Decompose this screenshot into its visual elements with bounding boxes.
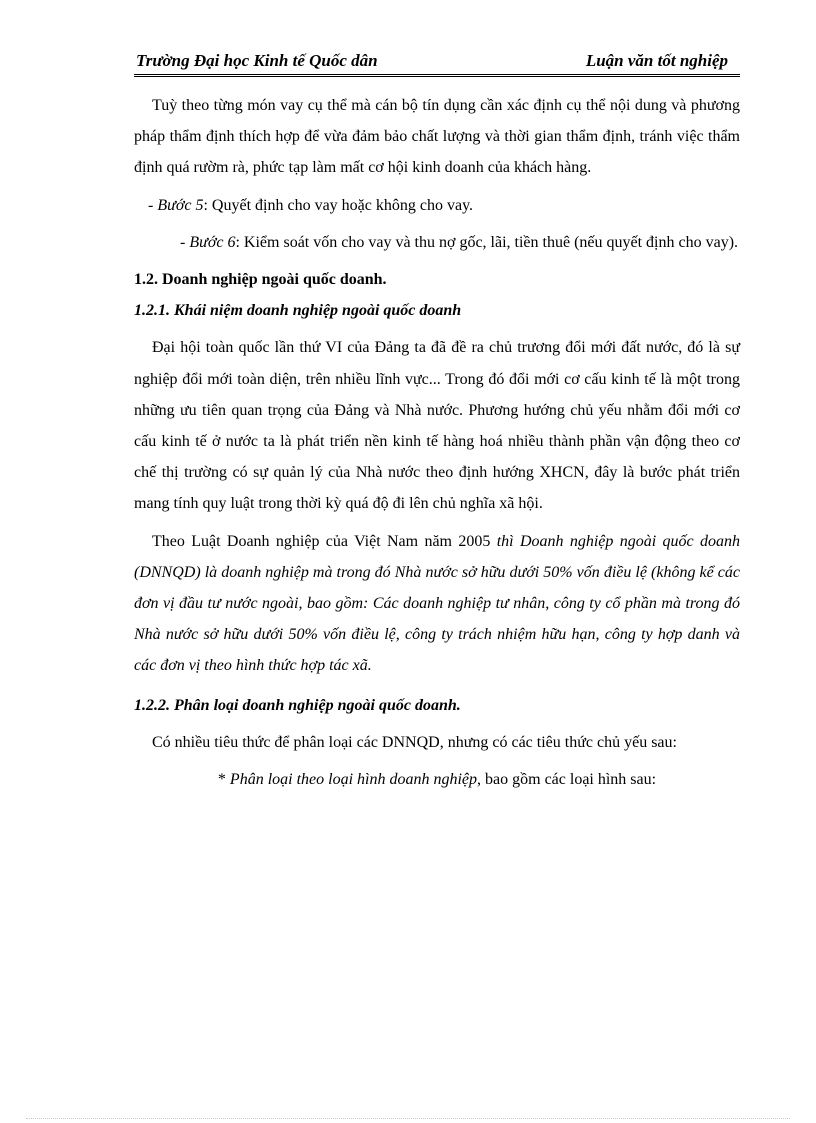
classification-normal: , bao gồm các loại hình sau:: [477, 771, 657, 789]
classification-italic: Phân loại theo loại hình doanh nghiệp: [229, 771, 478, 789]
definition-italic: thì Doanh nghiệp ngoài quốc doanh (DNNQD) là doanh nghiệp mà trong đó Nhà nước sở hữu dưới 50% vốn điều lệ (không kể các đơn vị đầu tư nước ngoài, bao gồm: Các doanh nghiệp tư nhân, công ty cổ phần mà trong đó Nhà nước sở hữu dưới 50% vốn điều lệ, công ty trách nhiệm hữu hạn, công ty hợp danh và các đơn vị theo hình thức hợp tác xã.: [134, 532, 740, 675]
step-5-prefix: -: [148, 196, 158, 214]
page-header: [134, 50, 740, 77]
step-5-text: : Quyết định cho vay hoặc không cho vay.: [203, 196, 474, 214]
step-6-text: : Kiểm soát vốn cho vay và thu nợ gốc, lãi, tiền thuê (nếu quyết định cho vay).: [235, 233, 739, 251]
classification-prefix: *: [217, 771, 230, 789]
header-university: Trường Đại học Kinh tế Quốc dân: [136, 51, 378, 70]
paragraph-appraisal: Tuỳ theo từng món vay cụ thể mà cán bộ tín dụng cần xác định cụ thể nội dung và phương pháp thẩm định thích hợp để vừa đảm bảo chất lượng và thời gian thẩm định, tránh việc thẩm định quá rườm rà, phức tạp làm mất cơ hội kinh doanh của khách hàng.: [134, 97, 740, 177]
paragraph-classification: [134, 764, 740, 795]
step-6-prefix: -: [180, 233, 190, 251]
definition-normal: Theo Luật Doanh nghiệp của Việt Nam năm 2005: [152, 532, 497, 550]
step-6-label: Bước 6: [189, 233, 236, 251]
paragraph-renovation: Đại hội toàn quốc lần thứ VI của Đảng ta đã đề ra chủ trương đổi mới đất nước, đó là sự nghiệp đổi mới toàn diện, trên nhiều lĩnh vực... Trong đó đổi mới cơ cấu kinh tế là một trong những ưu tiên quan trọng của Đảng và Nhà nước. Phương hướng chủ yếu nhằm đổi mới cơ cấu kinh tế ở nước ta là phát triển nền kinh tế hàng hoá nhiều thành phần vận động theo cơ chế thị trường có sự quản lý của Nhà nước theo định hướng XHCN, đây là bước phát triển mang tính quy luật trong thời kỳ quá độ đi lên chủ nghĩa xã hội.: [134, 339, 740, 513]
heading-1-2-1: 1.2.1. Khái niệm doanh nghiệp ngoài quốc doanh: [134, 302, 462, 320]
step-5: [134, 190, 740, 221]
heading-1-2: 1.2. Doanh nghiệp ngoài quốc doanh.: [134, 271, 387, 289]
paragraph-criteria: Có nhiều tiêu thức để phân loại các DNNQD, nhưng có các tiêu thức chủ yếu sau:: [152, 733, 677, 751]
page-bottom-divider: [26, 1118, 790, 1119]
heading-1-2-2: 1.2.2. Phân loại doanh nghiệp ngoài quốc doanh.: [134, 696, 461, 714]
paragraph-definition: [134, 526, 740, 682]
document-body: [134, 90, 740, 795]
step-6: [134, 227, 740, 258]
header-thesis-label: Luận văn tốt nghiệp: [585, 51, 728, 70]
step-5-label: Bước 5: [157, 196, 204, 214]
